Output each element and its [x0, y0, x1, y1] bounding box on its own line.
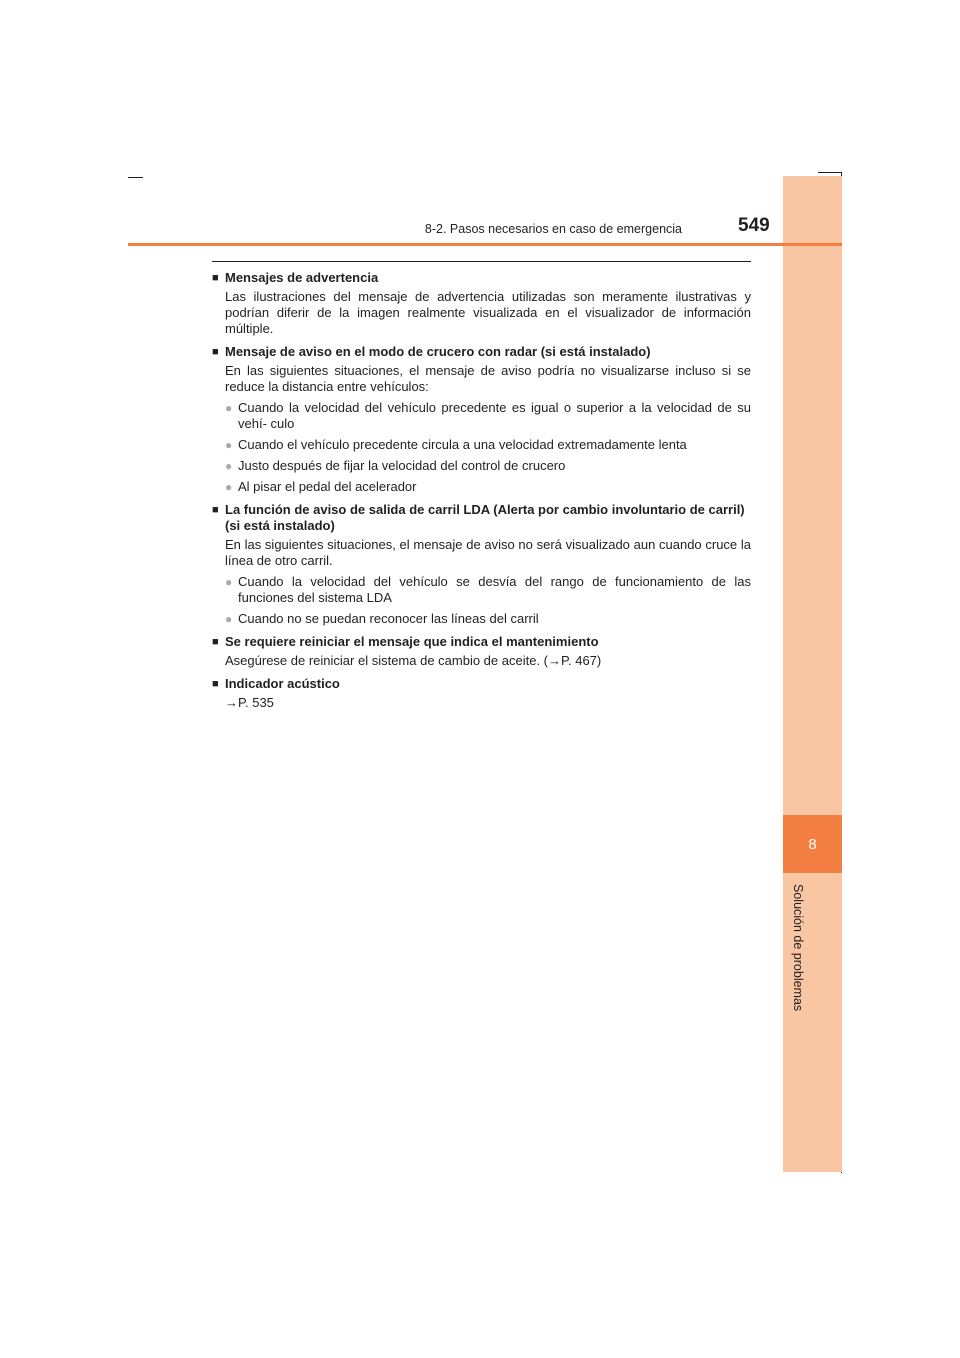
circle-bullet-icon: ● — [225, 438, 233, 452]
list-item — [225, 437, 751, 453]
section-block — [212, 632, 751, 669]
page-number: 549 — [738, 215, 770, 236]
square-bullet-icon: ■ — [212, 346, 219, 358]
section-heading — [212, 500, 751, 537]
crop-mark — [128, 177, 143, 178]
list-item-text: Justo después de fijar la velocidad del control de crucero — [238, 458, 566, 473]
list-item — [225, 458, 751, 474]
list-item-text: Al pisar el pedal del acelerador — [238, 479, 417, 494]
circle-bullet-icon: ● — [225, 401, 233, 415]
section-paragraph: →P. 535 — [225, 695, 274, 710]
list-item — [225, 574, 751, 606]
chapter-title: Solución de problemas — [791, 884, 805, 1012]
section-header: 8-2. Pasos necesarios en caso de emergencia — [424, 222, 682, 236]
chapter-number-tab[interactable] — [783, 815, 842, 873]
square-bullet-icon: ■ — [212, 272, 219, 284]
section-heading — [212, 632, 751, 653]
list-item-text: Cuando la velocidad del vehículo precedente es igual o superior a la velocidad de su vehí- culo — [238, 400, 751, 431]
section-paragraph: En las siguientes situaciones, el mensaje de aviso no será visualizado aun cuando cruce la línea de otro carril. — [225, 537, 751, 568]
square-bullet-icon: ■ — [212, 678, 219, 690]
section-paragraph: Asegúrese de reiniciar el sistema de cambio de aceite. (→P. 467) — [225, 653, 602, 668]
page-content — [212, 268, 751, 716]
list-item-text: Cuando la velocidad del vehículo se desvía del rango de funcionamiento de las funciones del sistema LDA — [238, 574, 751, 605]
section-heading-text: Mensajes de advertencia — [225, 270, 379, 285]
section-heading-text: Indicador acústico — [225, 676, 340, 691]
section-block — [212, 500, 751, 627]
header-rule — [128, 243, 842, 246]
chapter-side-strip — [783, 176, 842, 1172]
crop-mark — [818, 172, 842, 173]
square-bullet-icon: ■ — [212, 504, 219, 516]
section-paragraph: En las siguientes situaciones, el mensaje de aviso podría no visualizarse incluso si se reduce la distancia entre vehículos: — [225, 363, 751, 394]
content-top-rule — [212, 261, 751, 262]
section-paragraph: Las ilustraciones del mensaje de advertencia utilizadas son meramente ilustrativas y podrían diferir de la imagen realmente visualizada en el visualizador de información múltiple. — [225, 289, 751, 336]
section-heading — [212, 674, 751, 695]
list-item — [225, 479, 751, 495]
chapter-number: 8 — [808, 835, 817, 853]
square-bullet-icon: ■ — [212, 636, 219, 648]
list-item-text: Cuando el vehículo precedente circula a una velocidad extremadamente lenta — [238, 437, 687, 452]
section-heading — [212, 342, 751, 363]
section-block — [212, 268, 751, 337]
circle-bullet-icon: ● — [225, 575, 233, 589]
list-item-text: Cuando no se puedan reconocer las líneas del carril — [238, 611, 539, 626]
section-block — [212, 674, 751, 711]
circle-bullet-icon: ● — [225, 459, 233, 473]
section-block — [212, 342, 751, 495]
section-heading — [212, 268, 751, 289]
circle-bullet-icon: ● — [225, 612, 233, 626]
circle-bullet-icon: ● — [225, 480, 233, 494]
section-heading-text: Se requiere reiniciar el mensaje que indica el mantenimiento — [225, 634, 599, 649]
section-heading-text: Mensaje de aviso en el modo de crucero con radar (si está instalado) — [225, 344, 651, 359]
list-item — [225, 400, 751, 432]
section-heading-text: La función de aviso de salida de carril LDA (Alerta por cambio involuntario de carril) (si está instalado) — [225, 502, 745, 533]
list-item — [225, 611, 751, 627]
